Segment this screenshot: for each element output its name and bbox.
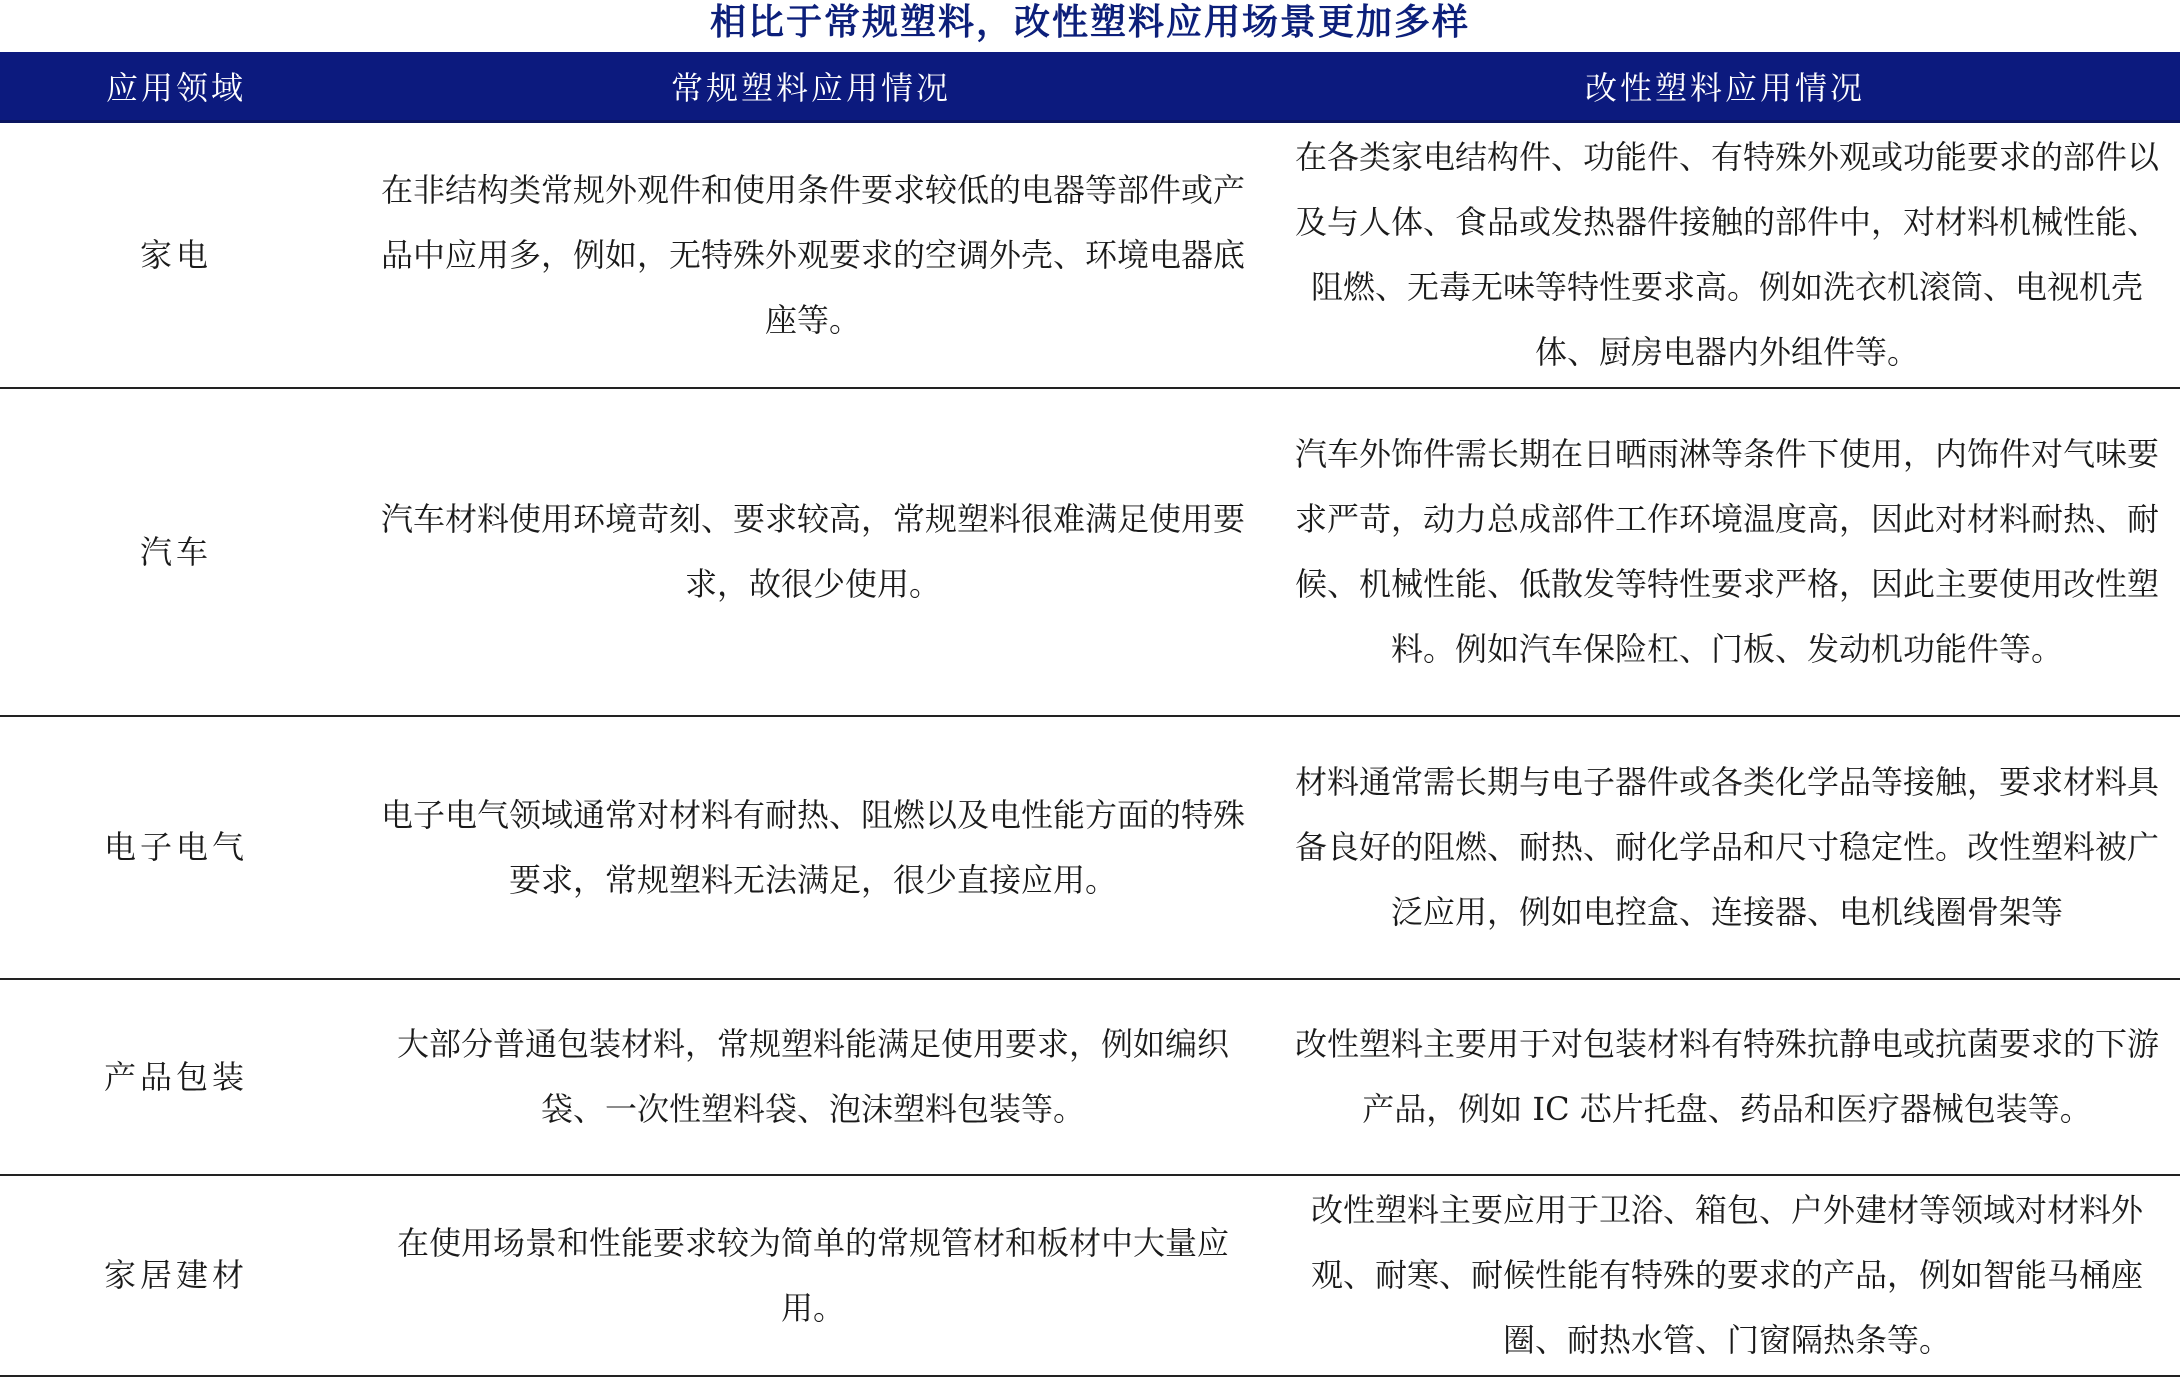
domain-cell: 汽车 (0, 388, 352, 716)
page-title: 相比于常规塑料，改性塑料应用场景更加多样 (709, 2, 1470, 43)
domain-cell: 家居建材 (0, 1175, 352, 1376)
conventional-cell: 大部分普通包装材料，常规塑料能满足使用要求，例如编织袋、一次性塑料袋、泡沫塑料包装等。 (352, 979, 1270, 1175)
table-row (0, 122, 2180, 389)
modified-cell: 汽车外饰件需长期在日晒雨淋等条件下使用，内饰件对气味要求严苛，动力总成部件工作环境温度高，因此对材料耐热、耐候、机械性能、低散发等特性要求严格，因此主要使用改性塑料。例如汽车保险杠、门板、发动机功能件等。 (1270, 388, 2180, 716)
conventional-cell: 在使用场景和性能要求较为简单的常规管材和板材中大量应用。 (352, 1175, 1270, 1376)
table-header (0, 52, 2180, 122)
header-application-domain: 应用领域 (0, 52, 352, 122)
modified-cell: 材料通常需长期与电子器件或各类化学品等接触，要求材料具备良好的阻燃、耐热、耐化学品和尺寸稳定性。改性塑料被广泛应用，例如电控盒、连接器、电机线圈骨架等 (1270, 716, 2180, 979)
comparison-table (0, 52, 2180, 1377)
header-conventional-plastics: 常规塑料应用情况 (352, 52, 1270, 122)
conventional-cell: 汽车材料使用环境苛刻、要求较高，常规塑料很难满足使用要求，故很少使用。 (352, 388, 1270, 716)
conventional-cell: 在非结构类常规外观件和使用条件要求较低的电器等部件或产品中应用多，例如，无特殊外观要求的空调外壳、环境电器底座等。 (352, 122, 1270, 389)
table-row (0, 979, 2180, 1175)
header-modified-plastics: 改性塑料应用情况 (1270, 52, 2180, 122)
header-row (0, 52, 2180, 122)
modified-cell: 改性塑料主要应用于卫浴、箱包、户外建材等领域对材料外观、耐寒、耐候性能有特殊的要求的产品，例如智能马桶座圈、耐热水管、门窗隔热条等。 (1270, 1175, 2180, 1376)
domain-cell: 电子电气 (0, 716, 352, 979)
modified-cell: 在各类家电结构件、功能件、有特殊外观或功能要求的部件以及与人体、食品或发热器件接触的部件中，对材料机械性能、阻燃、无毒无味等特性要求高。例如洗衣机滚筒、电视机壳体、厨房电器内外组件等。 (1270, 122, 2180, 389)
modified-cell: 改性塑料主要用于对包装材料有特殊抗静电或抗菌要求的下游产品，例如 IC 芯片托盘、药品和医疗器械包装等。 (1270, 979, 2180, 1175)
domain-cell: 产品包装 (0, 979, 352, 1175)
conventional-cell: 电子电气领域通常对材料有耐热、阻燃以及电性能方面的特殊要求，常规塑料无法满足，很少直接应用。 (352, 716, 1270, 979)
table-row (0, 1175, 2180, 1376)
table-body (0, 122, 2180, 1377)
table-row (0, 716, 2180, 979)
table-row (0, 388, 2180, 716)
domain-cell: 家电 (0, 122, 352, 389)
